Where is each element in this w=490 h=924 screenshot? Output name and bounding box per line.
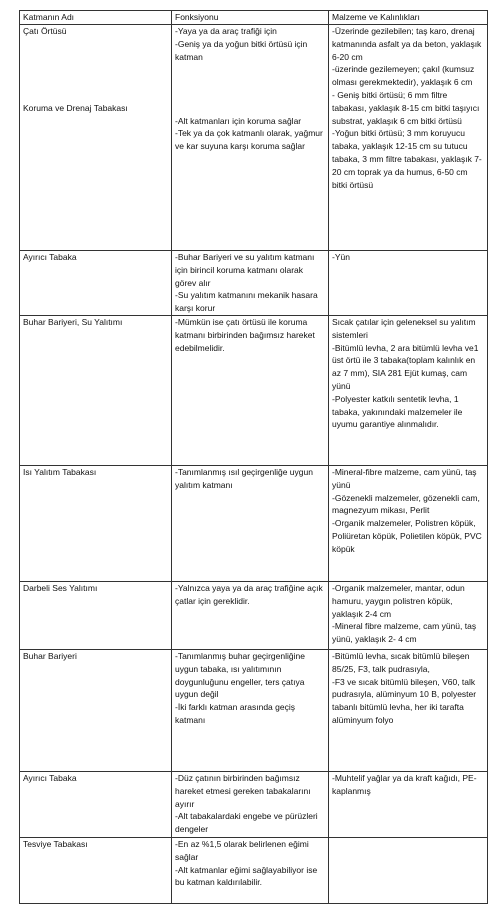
cell-line [23,38,168,51]
layer-name-cell [20,315,172,465]
cell-line: -İki farklı katman arasında geçiş katmanı [175,702,298,725]
cell-line: -Organik malzemeler, mantar, odun hamuru, yaygın polistren köpük, yaklaşık 2-4 cm [332,582,468,619]
cell-line [23,51,168,64]
material-cell [329,837,488,903]
layer-name-cell [20,465,172,581]
cell-line: -Mineral fibre malzeme, cam yünü, taş yünü, yaklaşık 2- 4 cm [332,621,479,645]
table-row [20,581,488,649]
layer-name-cell [20,649,172,771]
cell-line [175,76,325,89]
cell-line: -Alt katmanları için koruma sağlar [175,115,302,126]
material-cell [329,315,488,465]
material-cell [329,649,488,771]
header-layer-name: Katmanın Adı [20,11,172,25]
cell-line: Ayırıcı Tabaka [23,772,77,783]
header-row [20,11,488,25]
table-row [20,465,488,581]
cell-line: -Bitümlü levha, 2 ara bitümlü levha ve1 üst örtü ile 3 tabaka(toplam kalınlık en az 7 mm), SIA 281 Ejüt kumaş, cam yünü [332,342,481,391]
cell-line: -üzerinde gezilemeyen; çakıl (kumsuz olması gerekmektedir), yaklaşık 6 cm [332,64,477,88]
cell-line: -Tanımlanmış ısıl geçirgenliğe uygun yalıtım katmanı [175,466,316,490]
cell-line: -Gözenekli malzemeler, gözenekli cam, magnezyum mikası, Perlit [332,492,483,516]
cell-line: -En az %1,5 olarak belirlenen eğimi sağlar [175,838,312,862]
cell-line: -Tanımlanmış buhar geçirgenliğine uygun tabaka, ısı yalıtımının doygunluğunu engeller, ters çatıya uygun değil [175,650,308,700]
table-row [20,649,488,771]
cell-line: -Yoğun bitki örtüsü; 3 mm koruyucu tabaka, yaklaşık 12-15 cm su tutucu tabaka, 3 mm filtre tabakası, yaklaşık 7-20 cm toprak ya da humus, 6-50 cm bitki örtüsü [332,128,482,190]
cell-line: -Alt tabakalardaki engebe ve pürüzleri dengeler [175,811,321,835]
cell-line: -Polyester katkılı sentetik levha, 1 tabaka, yakınındaki malzemeler ile uyumu garantiye alınmalıdır. [332,393,465,430]
layer-name-cell [20,581,172,649]
material-cell [329,581,488,649]
function-cell [172,25,329,251]
table-row [20,771,488,837]
cell-line: Sıcak çatılar için geleneksel su yalıtım sistemleri [332,316,478,340]
cell-line: Ayırıcı Tabaka [23,252,77,262]
cell-line [175,63,325,76]
material-cell [329,25,488,251]
table-row [20,25,488,251]
cell-line [175,89,325,102]
cell-line: Çatı Örtüsü [23,26,67,36]
cell-line: Koruma ve Drenaj Tabakası [23,102,128,113]
cell-line: -Mineral-fibre malzeme, cam yünü, taş yünü [332,466,479,490]
cell-line: -Yalnızca yaya ya da araç trafiğine açık çatlar için gereklidir. [175,582,326,606]
cell-line: -Alt katmanlar eğimi sağlayabiliyor ise bu katman kaldırılabilir. [175,864,320,888]
cell-line [23,89,168,102]
cell-line: -Bitümlü levha, sıcak bitümlü bileşen 85/25, F3, talk pudrasıyla, [332,650,472,674]
cell-line: -Üzerinde gezilebilen; taş karo, drenaj katmanında asfalt ya da beton, yaklaşık 6-20 cm [332,26,484,62]
function-cell [172,837,329,903]
header-material: Malzeme ve Kalınlıkları [329,11,488,25]
layer-name-cell [20,771,172,837]
cell-line: -Tek ya da çok katmanlı olarak, yağmur ve kar suyuna karşı koruma sağlar [175,128,326,152]
cell-line: -Muhtelif yağlar ya da kraft kağıdı, PE-kaplanmış [332,772,477,796]
layer-name-cell [20,251,172,316]
function-cell [172,649,329,771]
cell-line: Isı Yalıtım Tabakası [23,466,97,477]
cell-line: Darbeli Ses Yalıtımı [23,582,98,593]
cell-line: Buhar Bariyeri [23,650,77,661]
cell-line: -Düz çatının birbirinden bağımsız hareket etmesi gereken tabakalarını ayırır [175,772,313,809]
cell-line: -Geniş ya da yoğun bitki örtüsü için katman [175,38,310,62]
cell-line: -Yün [332,252,350,262]
table-body [20,25,488,904]
function-cell [172,771,329,837]
material-cell [329,771,488,837]
material-cell [329,251,488,316]
header-function: Fonksiyonu [172,11,329,25]
function-cell [172,315,329,465]
function-cell [172,251,329,316]
cell-line: Tesviye Tabakası [23,838,88,849]
cell-line: -Su yalıtım katmanını mekanik hasara karşı korur [175,290,321,314]
layer-name-cell [20,25,172,251]
document-table-wrapper [19,10,488,904]
cell-line: -Organik malzemeler, Polistren köpük, Poliüretan köpük, Polietilen köpük, PVC köpük [332,518,485,554]
cell-line [23,76,168,89]
layer-name-cell [20,837,172,903]
cell-line: -Mümkün ise çatı örtüsü ile koruma katmanı birbirinden bağımsız hareket edebilmelidir. [175,316,318,353]
cell-line [175,102,325,115]
cell-line: Buhar Bariyeri, Su Yalıtımı [23,316,123,327]
cell-line [23,63,168,76]
table-row [20,251,488,316]
cell-line: -F3 ve sıcak bitümlü bileşen, V60, talk pudrasıyla, alüminyum 10 B, polyester tabanlı bitümlü levha, her iki tarafta alüminyum folyo [332,676,479,725]
table-row [20,837,488,903]
table-row [20,315,488,465]
function-cell [172,465,329,581]
cell-line: - Geniş bitki örtüsü; 6 mm filtre tabakası, yaklaşık 8-15 cm bitki taşıyıcı substrat, yaklaşık 6 cm bitki örtüsü [332,89,482,126]
material-cell [329,465,488,581]
cell-line: -Buhar Bariyeri ve su yalıtım katmanı için birincil koruma katmanı olarak görev alır [175,252,317,288]
function-cell [172,581,329,649]
cell-line: -Yaya ya da araç trafiği için [175,26,277,36]
layer-table [19,10,488,904]
